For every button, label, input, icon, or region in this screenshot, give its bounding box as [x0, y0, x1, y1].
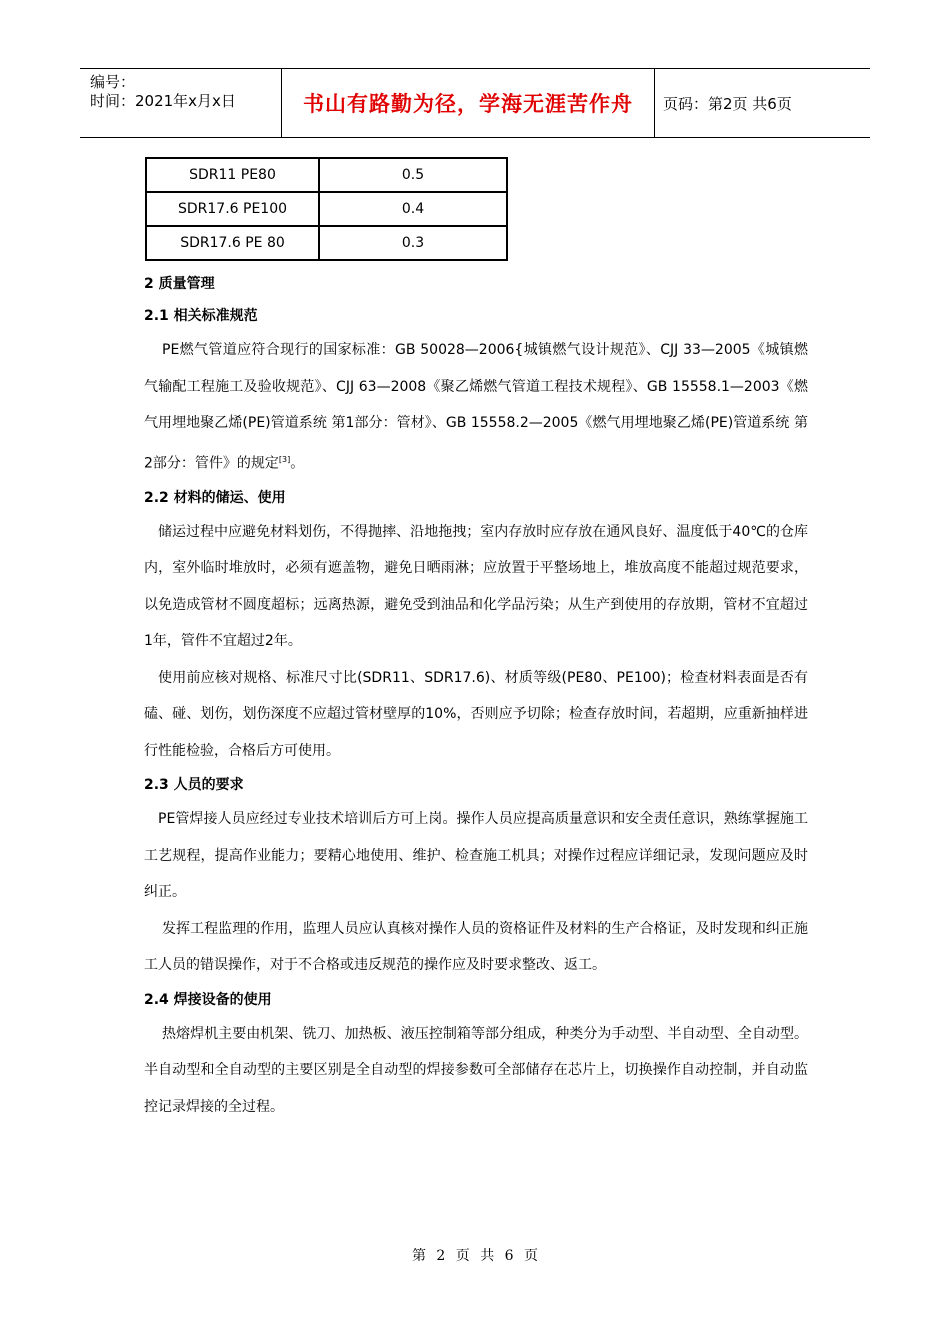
- doc-time-label: 时间：2021年x月x日: [90, 92, 236, 110]
- table-cell-value: 0.3: [319, 226, 507, 260]
- document-body: [144, 268, 808, 1125]
- section-heading: 2.1 相关标准规范: [144, 308, 258, 324]
- table-cell-grade: SDR17.6 PE 80: [146, 226, 319, 260]
- doc-number-label: 编号：: [90, 73, 136, 91]
- table-cell-grade: SDR11 PE80: [146, 158, 319, 192]
- paragraph: 发挥工程监理的作用，监理人员应认真核对操作人员的资格证件及材料的生产合格证，及时发现和纠正施工人员的错误操作，对于不合格或违反规范的操作应及时要求整改、返工。: [144, 920, 808, 974]
- section-heading: 2 质量管理: [144, 276, 215, 292]
- table-row: [146, 226, 507, 260]
- page-footer: 第 2 页 共 6 页: [411, 1248, 539, 1264]
- section-heading: 2.4 焊接设备的使用: [144, 991, 272, 1008]
- paragraph-text: PE燃气管道应符合现行的国家标准：GB 50028—2006{城镇燃气设计规范》、CJJ 33—2005《城镇燃气输配工程施工及验收规范》、CJJ 63—2008《聚乙烯燃气管道工程技术规程》、GB 15558.1—2003《燃气用埋地聚乙烯(PE)管道系统 第1部分：管材》、GB 15558.2—2005《燃气用埋地聚乙烯(PE)管道系统 第2部分：管件》的规定: [144, 342, 808, 472]
- paragraph: [144, 332, 808, 482]
- paragraph-end: 。: [290, 455, 305, 472]
- paragraph: 热熔焊机主要由机架、铣刀、加热板、液压控制箱等部分组成，种类分为手动型、半自动型、全自动型。半自动型和全自动型的主要区别是全自动型的焊接参数可全部储存在芯片上，切换操作自动控制，并自动监控记录焊接的全过程。: [144, 1025, 808, 1115]
- section-heading: 2.3 人员的要求: [144, 777, 244, 794]
- table-row: [146, 192, 507, 226]
- paragraph: 储运过程中应避免材料划伤，不得抛摔、沿地拖拽；室内存放时应存放在通风良好、温度低于40℃的仓库内，室外临时堆放时，必须有遮盖物，避免日晒雨淋；应放置于平整场地上，堆放高度不能超过规范要求，以免造成管材不圆度超标；远离热源，避免受到油品和化学品污染；从生产到使用的存放期，管材不宜超过1年，管件不宜超过2年。: [144, 523, 808, 650]
- header-page-info: 页码：第2页 共6页: [663, 95, 792, 113]
- section-heading: 2.2 材料的储运、使用: [144, 489, 286, 506]
- paragraph: 使用前应核对规格、标准尺寸比(SDR11、SDR17.6)、材质等级(PE80、PE100)；检查材料表面是否有磕、碰、划伤，划伤深度不应超过管材壁厚的10%，否则应予切除；检查存放时间，若超期，应重新抽样进行性能检验，合格后方可使用。: [144, 669, 808, 759]
- sdr-table: [145, 157, 508, 261]
- table-cell-value: 0.4: [319, 192, 507, 226]
- table-cell-grade: SDR17.6 PE100: [146, 192, 319, 226]
- paragraph: PE管焊接人员应经过专业技术培训后方可上岗。操作人员应提高质量意识和安全责任意识，熟练掌握施工工艺规程，提高作业能力；要精心地使用、维护、检查施工机具；对操作过程应详细记录，发现问题应及时纠正。: [144, 811, 808, 901]
- table-cell-value: 0.5: [319, 158, 507, 192]
- reference-mark: [3]: [278, 454, 291, 464]
- table-row: [146, 158, 507, 192]
- page-header: [80, 68, 870, 138]
- header-motto: 书山有路勤为径，学海无涯苦作舟: [303, 92, 633, 116]
- header-meta: [90, 73, 236, 111]
- header-divider: [654, 69, 655, 137]
